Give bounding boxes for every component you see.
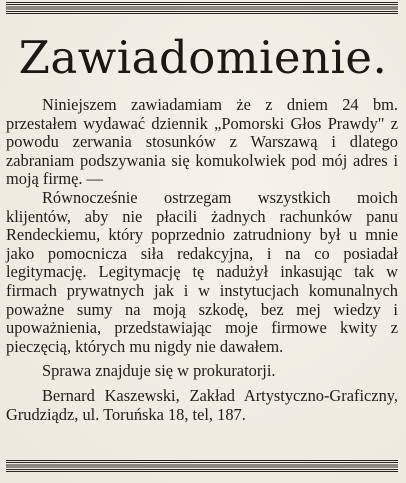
notice-paragraph-announcement: Niniejszem zawiadamiam że z dniem 24 bm. przestałem wydawać dziennik „Pomorski Głos Prawdy" z powodu zerwania stosunków z Warszawą i dlatego zabraniam podszywania się komukolwiek pod mój adres i moją firmę. — — [6, 95, 398, 189]
notice-signature: Bernard Kaszewski, Zakład Artystyczno-Graficzny, Grudziądz, ul. Toruńska 18, tel, 187. — [6, 385, 398, 424]
notice-body — [6, 96, 398, 424]
notice-paragraph-warning: Równocześnie ostrzegam wszystkich moich klijentów, aby nie płacili żadnych rachunków panu Rendeckiemu, który poprzednio zatrudniony był u mnie jako pomocnicza siła redakcyjna, i na co posiadał legitymację. Legitymację tę nadużył inkasując tak w firmach prywatnych jak i w instytucjach komunalnych poważne sumy na moją szkodę, bez mej wiedzy i upoważnienia, przedstawiając moje firmowe kwity z pieczęcią, których mu nigdy nie dawałem. — [6, 187, 398, 356]
notice-paragraph-prosecution: Sprawa znajduje się w prokuratorji. — [42, 361, 276, 381]
notice-title: Zawiadomienie. — [18, 31, 388, 84]
bottom-decorative-rule — [6, 460, 398, 473]
top-decorative-rule — [6, 2, 398, 15]
